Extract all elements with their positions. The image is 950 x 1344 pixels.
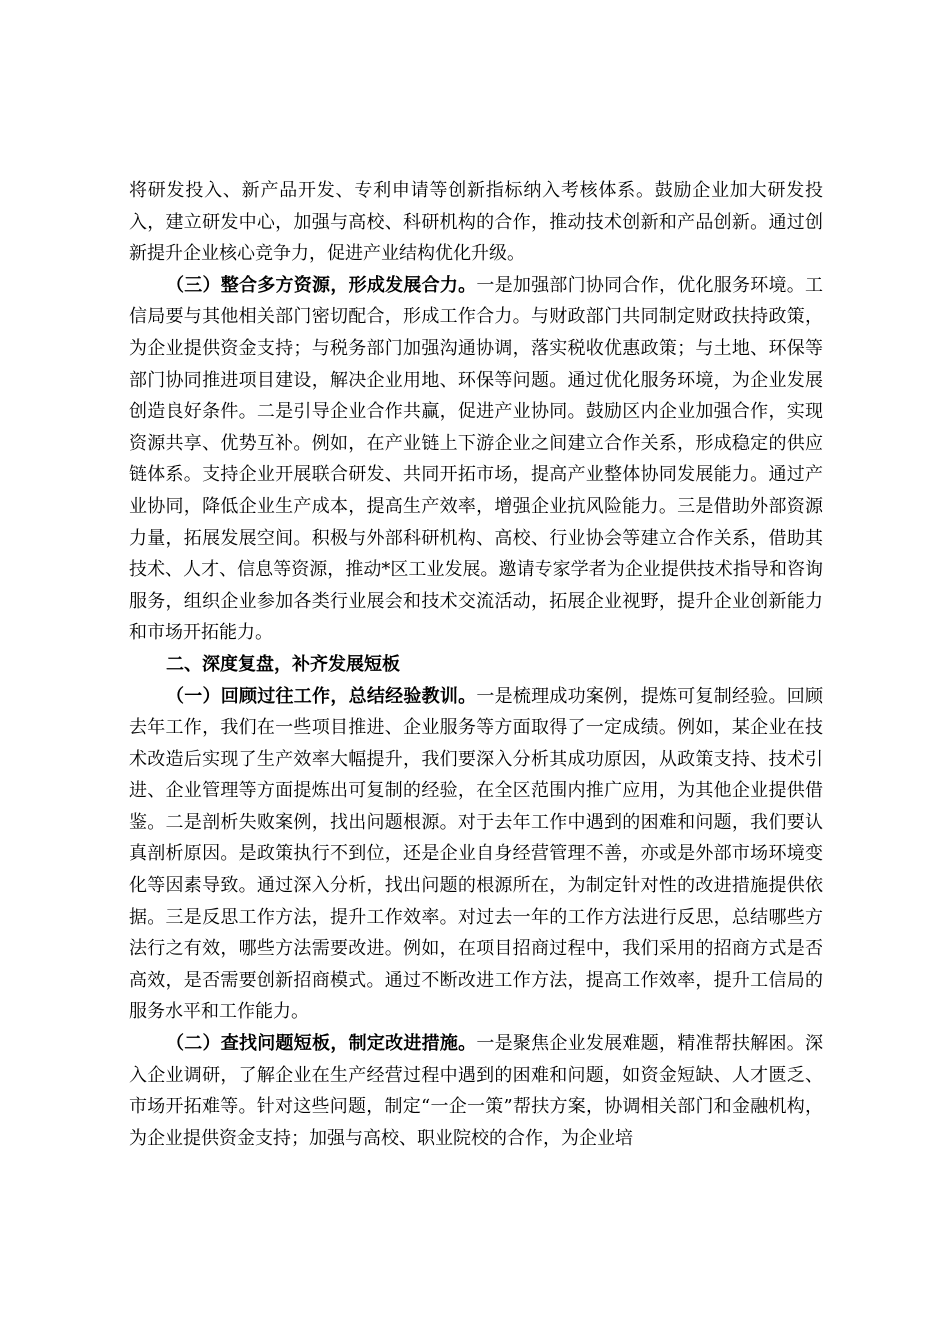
paragraph-text: 将研发投入、新产品开发、专利申请等创新指标纳入考核体系。鼓励企业加大研发投入，建立研发中心，加强与高校、科研机构的合作，推动技术创新和产品创新。通过创新提升企业核心竞争力，促进产业结构优化升级。 xyxy=(129,180,823,265)
paragraph-integrate-resources xyxy=(129,270,823,649)
paragraph-lead-heading: （三）整合多方资源，形成发展合力。 xyxy=(166,274,477,296)
document-body xyxy=(129,175,823,1154)
paragraph-lead-heading: （二）查找问题短板，制定改进措施。 xyxy=(166,1033,477,1055)
section-heading-deep-review: 二、深度复盘，补齐发展短板 xyxy=(166,653,400,675)
paragraph-lead-heading: （一）回顾过往工作，总结经验教训。 xyxy=(166,685,477,707)
paragraph-text: 一是加强部门协同合作，优化服务环境。工信局要与其他相关部门密切配合，形成工作合力。与财政部门共同制定财政扶持政策，为企业提供资金支持；与税务部门加强沟通协调，落实税收优惠政策；与土地、环保等部门协同推进项目建设，解决企业用地、环保等问题。通过优化服务环境，为企业发展创造良好条件。二是引导企业合作共赢，促进产业协同。鼓励区内企业加强合作，实现资源共享、优势互补。例如，在产业链上下游企业之间建立合作关系，形成稳定的供应链体系。支持企业开展联合研发、共同开拓市场，提高产业整体协同发展能力。通过产业协同，降低企业生产成本，提高生产效率，增强企业抗风险能力。三是借助外部资源力量，拓展发展空间。积极与外部科研机构、高校、行业协会等建立合作关系，借助其技术、人才、信息等资源，推动*区工业发展。邀请专家学者为企业提供技术指导和咨询服务，组织企业参加各类行业展会和技术交流活动，拓展企业视野，提升企业创新能力和市场开拓能力。 xyxy=(129,274,824,644)
paragraph-find-shortcomings xyxy=(129,1028,823,1154)
paragraph-text: 一是梳理成功案例，提炼可复制经验。回顾去年工作，我们在一些项目推进、企业服务等方面取得了一定成绩。例如，某企业在技术改造后实现了生产效率大幅提升，我们要深入分析其成功原因，从政策支持、技术引进、企业管理等方面提炼出可复制的经验，在全区范围内推广应用，为其他企业提供借鉴。二是剖析失败案例，找出问题根源。对于去年工作中遇到的困难和问题，我们要认真剖析原因。是政策执行不到位，还是企业自身经营管理不善，亦或是外部市场环境变化等因素导致。通过深入分析，找出问题的根源所在，为制定针对性的改进措施提供依据。三是反思工作方法，提升工作效率。对过去一年的工作方法进行反思，总结哪些方法行之有效，哪些方法需要改进。例如，在项目招商过程中，我们采用的招商方式是否高效，是否需要创新招商模式。通过不断改进工作方法，提高工作效率，提升工信局的服务水平和工作能力。 xyxy=(129,685,824,1023)
paragraph-review-past-work xyxy=(129,681,823,1029)
paragraph-innovation-continued xyxy=(129,175,823,270)
paragraph-text: 一是聚焦企业发展难题，精准帮扶解困。深入企业调研，了解企业在生产经营过程中遇到的困难和问题，如资金短缺、人才匮乏、市场开拓难等。针对这些问题，制定“一企一策”帮扶方案，协调相关部门和金融机构，为企业提供资金支持；加强与高校、职业院校的合作，为企业培 xyxy=(129,1033,824,1149)
